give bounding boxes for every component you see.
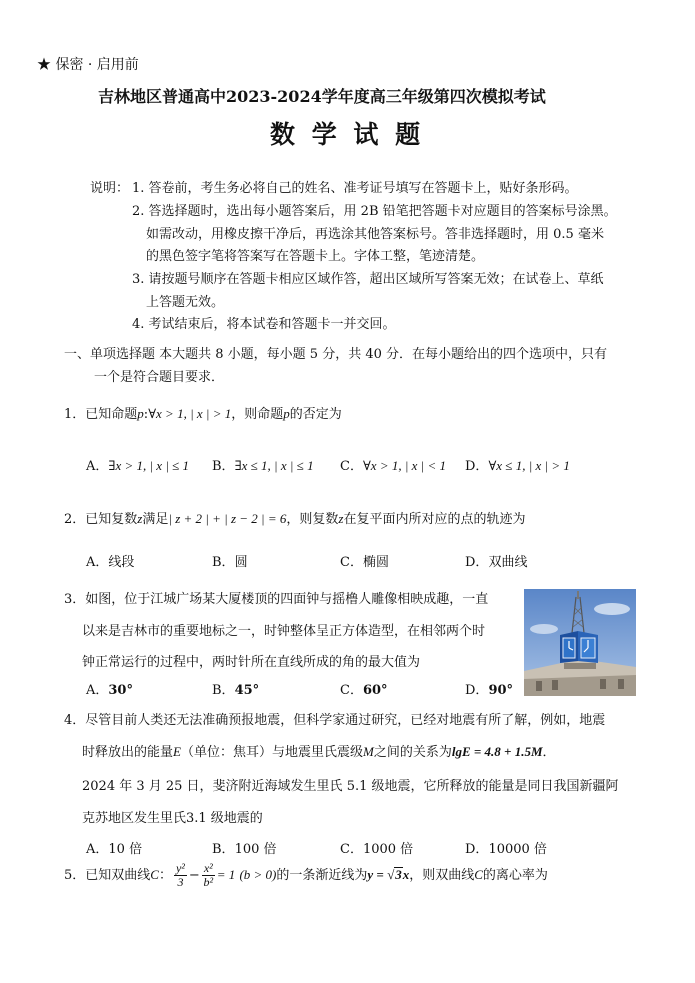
question-number: 1． — [64, 407, 86, 422]
instructions-label: 说明： — [90, 181, 130, 196]
instruction-item-2-cont-2: 的黑色签字笔将答案写在答题卡上。字体工整，笔迹清楚。 — [146, 249, 485, 264]
question-4-option-c: C．1000 倍 — [340, 842, 414, 857]
question-1-option-c: C．∀x > 1, | x | < 1 — [340, 458, 447, 474]
question-2-stem: 2．已知复数z满足| z + 2 | + | z − 2 | = 6，则复数z在复平面内所对应的点的轨迹为 — [64, 511, 526, 527]
question-2-option-c: C．椭圆 — [340, 555, 389, 570]
question-3-option-b: B．45° — [212, 683, 260, 698]
fraction-x2-over-b2: $\frac{\text{x²}}{\text{b²}}$ — [203, 861, 214, 889]
question-4-line3: 2024 年 3 月 25 日，斐济附近海域发生里氏 5.1 级地震，它所释放的能量是同日我国新疆阿 — [82, 779, 619, 794]
instruction-item-4: 4. 考试结束后，将本试卷和答题卡一并交回。 — [132, 317, 396, 332]
exam-title: 吉林地区普通高中2023-2024学年度高三年级第四次模拟考试 — [98, 87, 546, 106]
section-heading-line2: 一个是符合题目要求． — [94, 370, 225, 385]
question-2-option-a: A．线段 — [86, 555, 135, 570]
question-2-option-d: D．双曲线 — [465, 555, 528, 570]
question-3-option-a: A．30° — [86, 683, 133, 698]
clock-tower-image — [524, 589, 636, 696]
question-1-option-d: D．∀x ≤ 1, | x | > 1 — [465, 458, 570, 474]
question-4-option-a: A．10 倍 — [86, 842, 143, 857]
question-4-line4: 克苏地区发生里氏3.1 级地震的 — [82, 811, 263, 826]
question-1-option-a: A．∃x > 1, | x | ≤ 1 — [86, 458, 190, 474]
question-3-line1: 3．如图，位于江城广场某大厦楼顶的四面钟与摇橹人雕像相映成趣，一直 — [64, 592, 489, 607]
question-1-stem: 1．已知命题p:∀x > 1, | x | > 1，则命题p的否定为 — [64, 406, 342, 422]
section-heading-line1: 一、单项选择题 本大题共 8 小题，每小题 5 分，共 40 分．在每小题给出的四个选项中，只有 — [64, 347, 608, 362]
question-3-option-d: D．90° — [465, 683, 514, 698]
question-4-option-b: B．100 倍 — [212, 842, 277, 857]
question-4-line1: 4．尽管目前人类还无法准确预报地震，但科学家通过研究，已经对地震有所了解，例如，地震 — [64, 713, 606, 728]
instruction-item-2-cont-1: 如需改动，用橡皮擦干净后，再选涂其他答案标号。答非选择题时，用 0.5 毫米 — [146, 227, 604, 242]
fraction-y2-over-3: $\frac{\text{y²}}{3}$ — [175, 861, 185, 889]
clock-tower-photo — [524, 589, 636, 696]
question-3-option-c: C．60° — [340, 683, 388, 698]
confidential-mark: ★ 保密 · 启用前 — [37, 57, 139, 73]
question-3-line3: 钟正常运行的过程中，两时针所在直线所成的角的最大值为 — [82, 655, 421, 670]
question-3-line2: 以来是吉林市的重要地标之一，时钟整体呈正方体造型，在相邻两个时 — [82, 624, 486, 639]
instruction-item-3: 3. 请按题号顺序在答题卡相应区域作答，超出区域所写答案无效；在试卷上、草纸 — [132, 272, 604, 287]
question-4-line2: 时释放出的能量E（单位：焦耳）与地震里氏震级M之间的关系为lgE = 4.8 + 1.5M． — [82, 744, 556, 760]
subject-title: 数 学 试 题 — [270, 120, 425, 149]
question-2-option-b: B．圆 — [212, 555, 248, 570]
instruction-item-3-cont: 上答题无效。 — [146, 295, 225, 310]
question-5-stem: 5．已知双曲线C： $\frac{\text{y²}}{3}$ − $\frac{\text{x²}}{\text{b²}}$ = 1 (b > 0)的一条渐近线为y = √3x，则双曲线C的离心率为 — [64, 861, 548, 889]
instruction-item-1: 1. 答卷前，考生务必将自己的姓名、准考证号填写在答题卡上，贴好条形码。 — [132, 181, 578, 196]
question-1-option-b: B．∃x ≤ 1, | x | ≤ 1 — [212, 458, 314, 474]
question-4-option-d: D．10000 倍 — [465, 842, 547, 857]
energy-formula: lgE = 4.8 + 1.5M — [451, 744, 543, 759]
instruction-item-2: 2. 答选择题时，选出每小题答案后，用 2B 铅笔把答题卡对应题目的答案标号涂黑。 — [132, 204, 617, 219]
